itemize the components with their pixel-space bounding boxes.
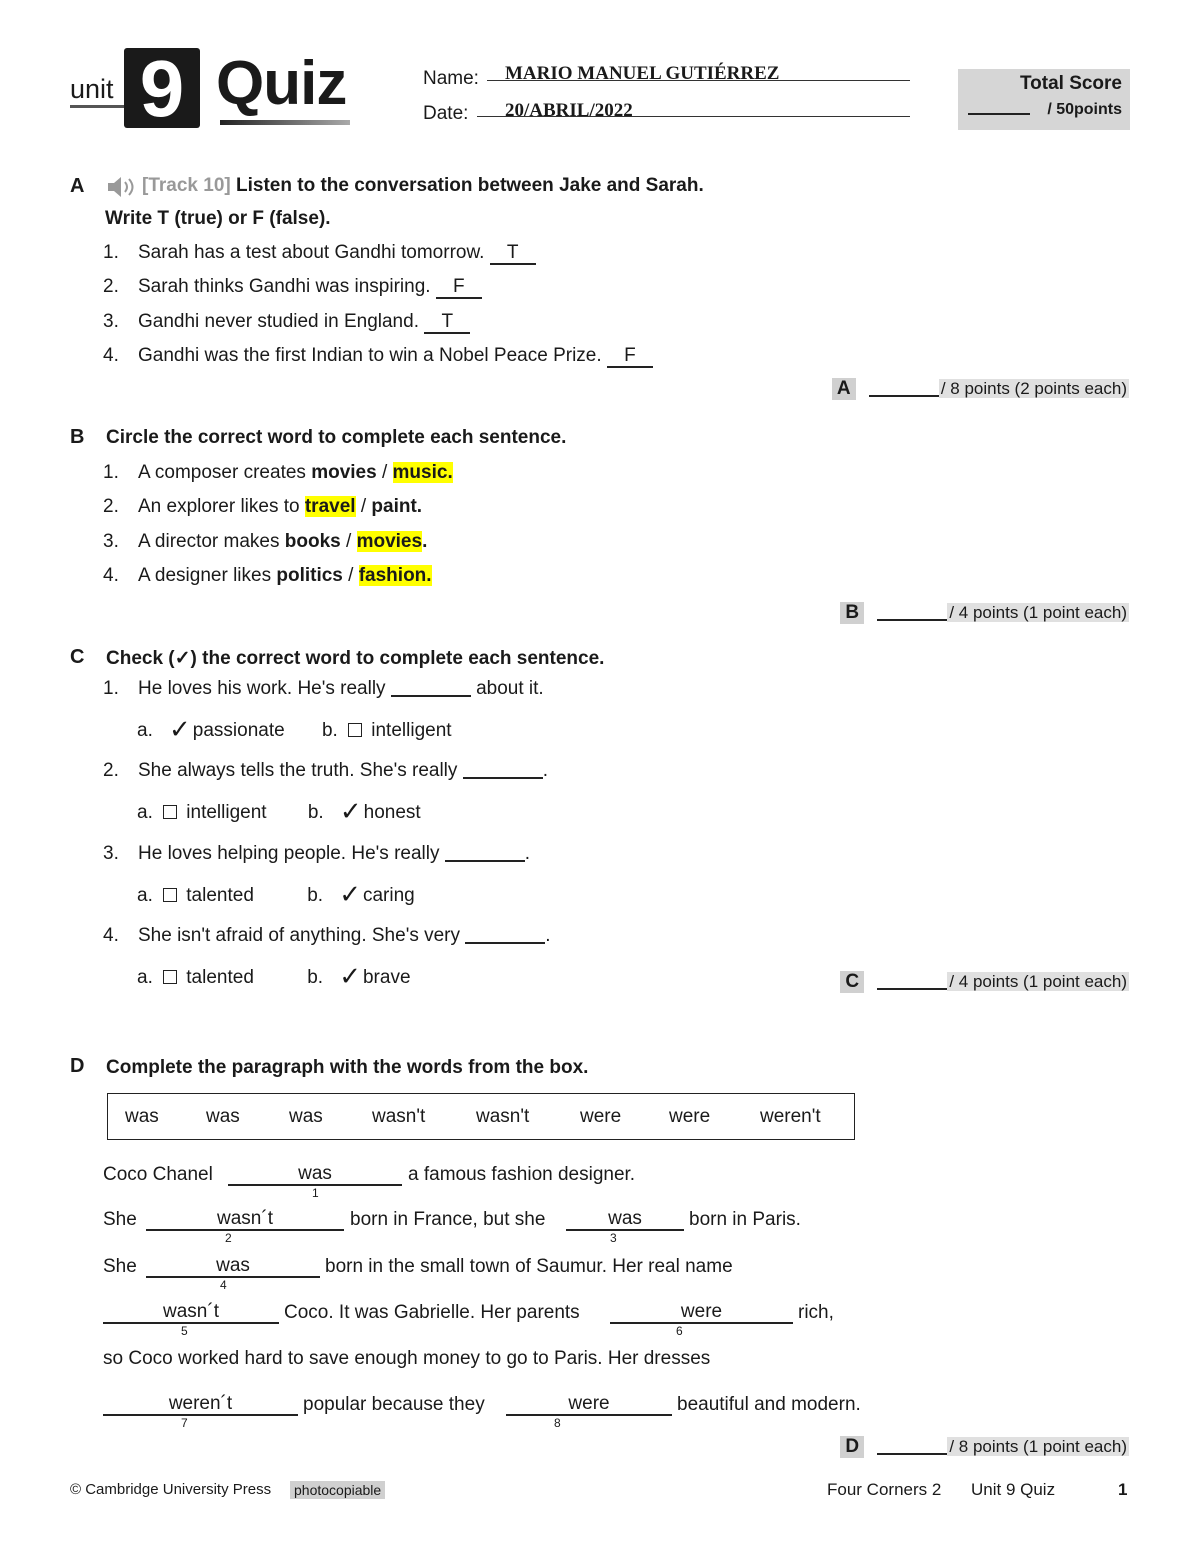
paragraph-text: born in France, but she	[350, 1209, 546, 1230]
checkbox[interactable]	[163, 888, 177, 902]
choice-b[interactable]: caring	[362, 885, 415, 906]
unit-quiz-label: Unit 9 Quiz	[971, 1480, 1056, 1499]
score-blank[interactable]	[869, 379, 939, 397]
answer-blank[interactable]	[463, 761, 543, 779]
unit-number-badge	[124, 44, 200, 133]
fill-blank[interactable]: was	[566, 1209, 684, 1231]
blank-number: 3	[610, 1231, 617, 1245]
choice-b[interactable]: honest	[363, 802, 421, 823]
option[interactable]: books	[284, 531, 341, 552]
score-blank[interactable]	[877, 1437, 947, 1455]
list-item: 3. Gandhi never studied in England. T	[103, 311, 470, 334]
paragraph-text: rich,	[798, 1302, 834, 1323]
unit-number: 9	[139, 44, 185, 133]
choice-row: a. intelligent b. ✓ honest	[137, 796, 421, 826]
blank-number: 5	[181, 1324, 188, 1338]
unit-label: unit	[70, 74, 114, 104]
list-item: 2. She always tells the truth. She's really .	[103, 760, 548, 781]
page-number: 1	[1118, 1480, 1128, 1499]
list-item: 3. A director makes books / movies.	[103, 531, 428, 552]
word-box	[107, 1093, 855, 1140]
blank-number: 1	[312, 1186, 319, 1200]
answer-blank[interactable]	[445, 844, 525, 862]
checkbox[interactable]	[163, 805, 177, 819]
section-d-score: D / 8 points (1 point each)	[840, 1436, 1129, 1458]
book-title: Four Corners 2	[827, 1480, 942, 1499]
check-mark-icon[interactable]: ✓	[339, 796, 362, 826]
fill-blank[interactable]: were	[506, 1394, 672, 1416]
check-mark-icon[interactable]: ✓	[339, 879, 361, 909]
fill-blank[interactable]: weren´t	[103, 1394, 298, 1416]
box-word: were	[580, 1106, 622, 1127]
total-score-box	[958, 69, 1130, 130]
score-blank[interactable]	[877, 603, 947, 621]
section-a-instruction-1: Listen to the conversation between Jake and Sarah.	[236, 175, 704, 196]
score-blank[interactable]	[877, 972, 947, 990]
selected-option[interactable]: travel	[304, 496, 356, 517]
fill-blank[interactable]: were	[610, 1302, 793, 1324]
section-a-instruction-2: Write T (true) or F (false).	[105, 208, 331, 229]
total-score-blank[interactable]	[968, 113, 1030, 115]
fill-blank[interactable]: was	[228, 1164, 402, 1186]
unit-underline	[70, 105, 125, 108]
photocopiable-badge: photocopiable	[290, 1481, 385, 1499]
total-score-label: Total Score	[1019, 73, 1122, 94]
total-points: / 50points	[1047, 101, 1122, 118]
quiz-title: Quiz	[216, 49, 347, 118]
fill-blank[interactable]: was	[146, 1256, 320, 1278]
box-word: was	[125, 1106, 159, 1127]
speaker-icon	[106, 176, 136, 204]
box-word: wasn't	[372, 1106, 426, 1127]
box-word: was	[206, 1106, 240, 1127]
paragraph-text: a famous fashion designer.	[408, 1164, 636, 1185]
box-word: wasn't	[476, 1106, 530, 1127]
date-value[interactable]: 20/ABRIL/2022	[505, 100, 633, 121]
choice-a[interactable]: talented	[186, 967, 254, 988]
box-word: was	[289, 1106, 323, 1127]
answer-blank[interactable]: T	[424, 312, 470, 334]
copyright: © Cambridge University Press	[70, 1481, 272, 1498]
box-word: were	[669, 1106, 711, 1127]
option[interactable]: politics	[276, 565, 343, 586]
selected-option[interactable]: movies	[356, 531, 423, 552]
checkbox[interactable]	[163, 970, 177, 984]
track-label: [Track 10]	[142, 175, 231, 196]
choice-row: a. talented b. ✓ caring	[137, 879, 415, 909]
list-item: 1. Sarah has a test about Gandhi tomorrow. T	[103, 242, 536, 265]
paragraph-text: born in Paris.	[689, 1209, 801, 1230]
paragraph-text: born in the small town of Saumur. Her real name	[325, 1256, 733, 1277]
section-b-instruction: Circle the correct word to complete each sentence.	[106, 427, 567, 448]
blank-number: 2	[225, 1231, 232, 1245]
checkbox[interactable]	[348, 723, 362, 737]
section-c-letter: C	[70, 646, 85, 668]
blank-number: 7	[181, 1416, 188, 1430]
choice-row: a. ✓ passionate b. intelligent	[137, 714, 452, 744]
blank-number: 4	[220, 1278, 227, 1292]
section-c-instruction: Check (✓) the correct word to complete each sentence.	[106, 648, 605, 669]
paragraph-text: beautiful and modern.	[677, 1394, 861, 1415]
check-mark-icon[interactable]: ✓	[339, 961, 361, 991]
choice-b[interactable]: intelligent	[371, 720, 452, 741]
answer-blank[interactable]	[391, 679, 471, 697]
option[interactable]: paint.	[371, 496, 423, 517]
section-c-score: C / 4 points (1 point each)	[840, 971, 1129, 993]
answer-blank[interactable]	[465, 926, 545, 944]
paragraph-text: popular because they	[303, 1394, 485, 1415]
section-a-letter: A	[70, 175, 85, 197]
section-d-instruction: Complete the paragraph with the words from the box.	[106, 1057, 589, 1078]
blank-number: 8	[554, 1416, 561, 1430]
fill-blank[interactable]: wasn´t	[103, 1302, 279, 1324]
selected-option[interactable]: music.	[392, 462, 453, 483]
fill-blank[interactable]: wasn´t	[146, 1209, 344, 1231]
blank-number: 6	[676, 1324, 683, 1338]
choice-b[interactable]: brave	[362, 967, 411, 988]
choice-a[interactable]: talented	[186, 885, 254, 906]
answer-blank[interactable]: F	[607, 346, 653, 368]
section-a-score: A / 8 points (2 points each)	[832, 378, 1129, 400]
list-item: 1. A composer creates movies / music.	[103, 462, 453, 483]
selected-option[interactable]: fashion.	[358, 565, 432, 586]
answer-blank[interactable]: F	[436, 277, 482, 299]
name-value[interactable]: MARIO MANUEL GUTIÉRREZ	[505, 63, 780, 84]
section-b-score: B / 4 points (1 point each)	[840, 602, 1129, 624]
paragraph-text: Coco. It was Gabrielle. Her parents	[284, 1302, 580, 1323]
choice-row: a. talented b. ✓ brave	[137, 961, 411, 991]
date-label: Date:	[423, 103, 469, 124]
list-item: 4. She isn't afraid of anything. She's very .	[103, 925, 551, 946]
list-item: 2. Sarah thinks Gandhi was inspiring. F	[103, 276, 482, 299]
list-item: 3. He loves helping people. He's really .	[103, 843, 531, 864]
answer-blank[interactable]: T	[490, 243, 536, 265]
quiz-underline	[220, 120, 350, 125]
paragraph-text: She	[103, 1209, 137, 1230]
section-d-letter: D	[70, 1055, 85, 1077]
paragraph-text: Coco Chanel	[103, 1164, 213, 1185]
list-item: 1. He loves his work. He's really about it.	[103, 678, 544, 699]
paragraph-text: She	[103, 1256, 137, 1277]
name-label: Name:	[423, 68, 479, 89]
paragraph-text: so Coco worked hard to save enough money to go to Paris. Her dresses	[103, 1348, 711, 1369]
list-item: 4. Gandhi was the first Indian to win a Nobel Peace Prize. F	[103, 345, 653, 368]
option[interactable]: movies	[311, 462, 377, 483]
list-item: 4. A designer likes politics / fashion.	[103, 565, 432, 586]
list-item: 2. An explorer likes to travel / paint.	[103, 496, 423, 517]
check-mark-icon[interactable]: ✓	[169, 714, 191, 744]
choice-a[interactable]: intelligent	[186, 802, 267, 823]
section-b-letter: B	[70, 426, 85, 448]
choice-a[interactable]: passionate	[192, 720, 285, 741]
box-word: weren't	[760, 1106, 821, 1127]
